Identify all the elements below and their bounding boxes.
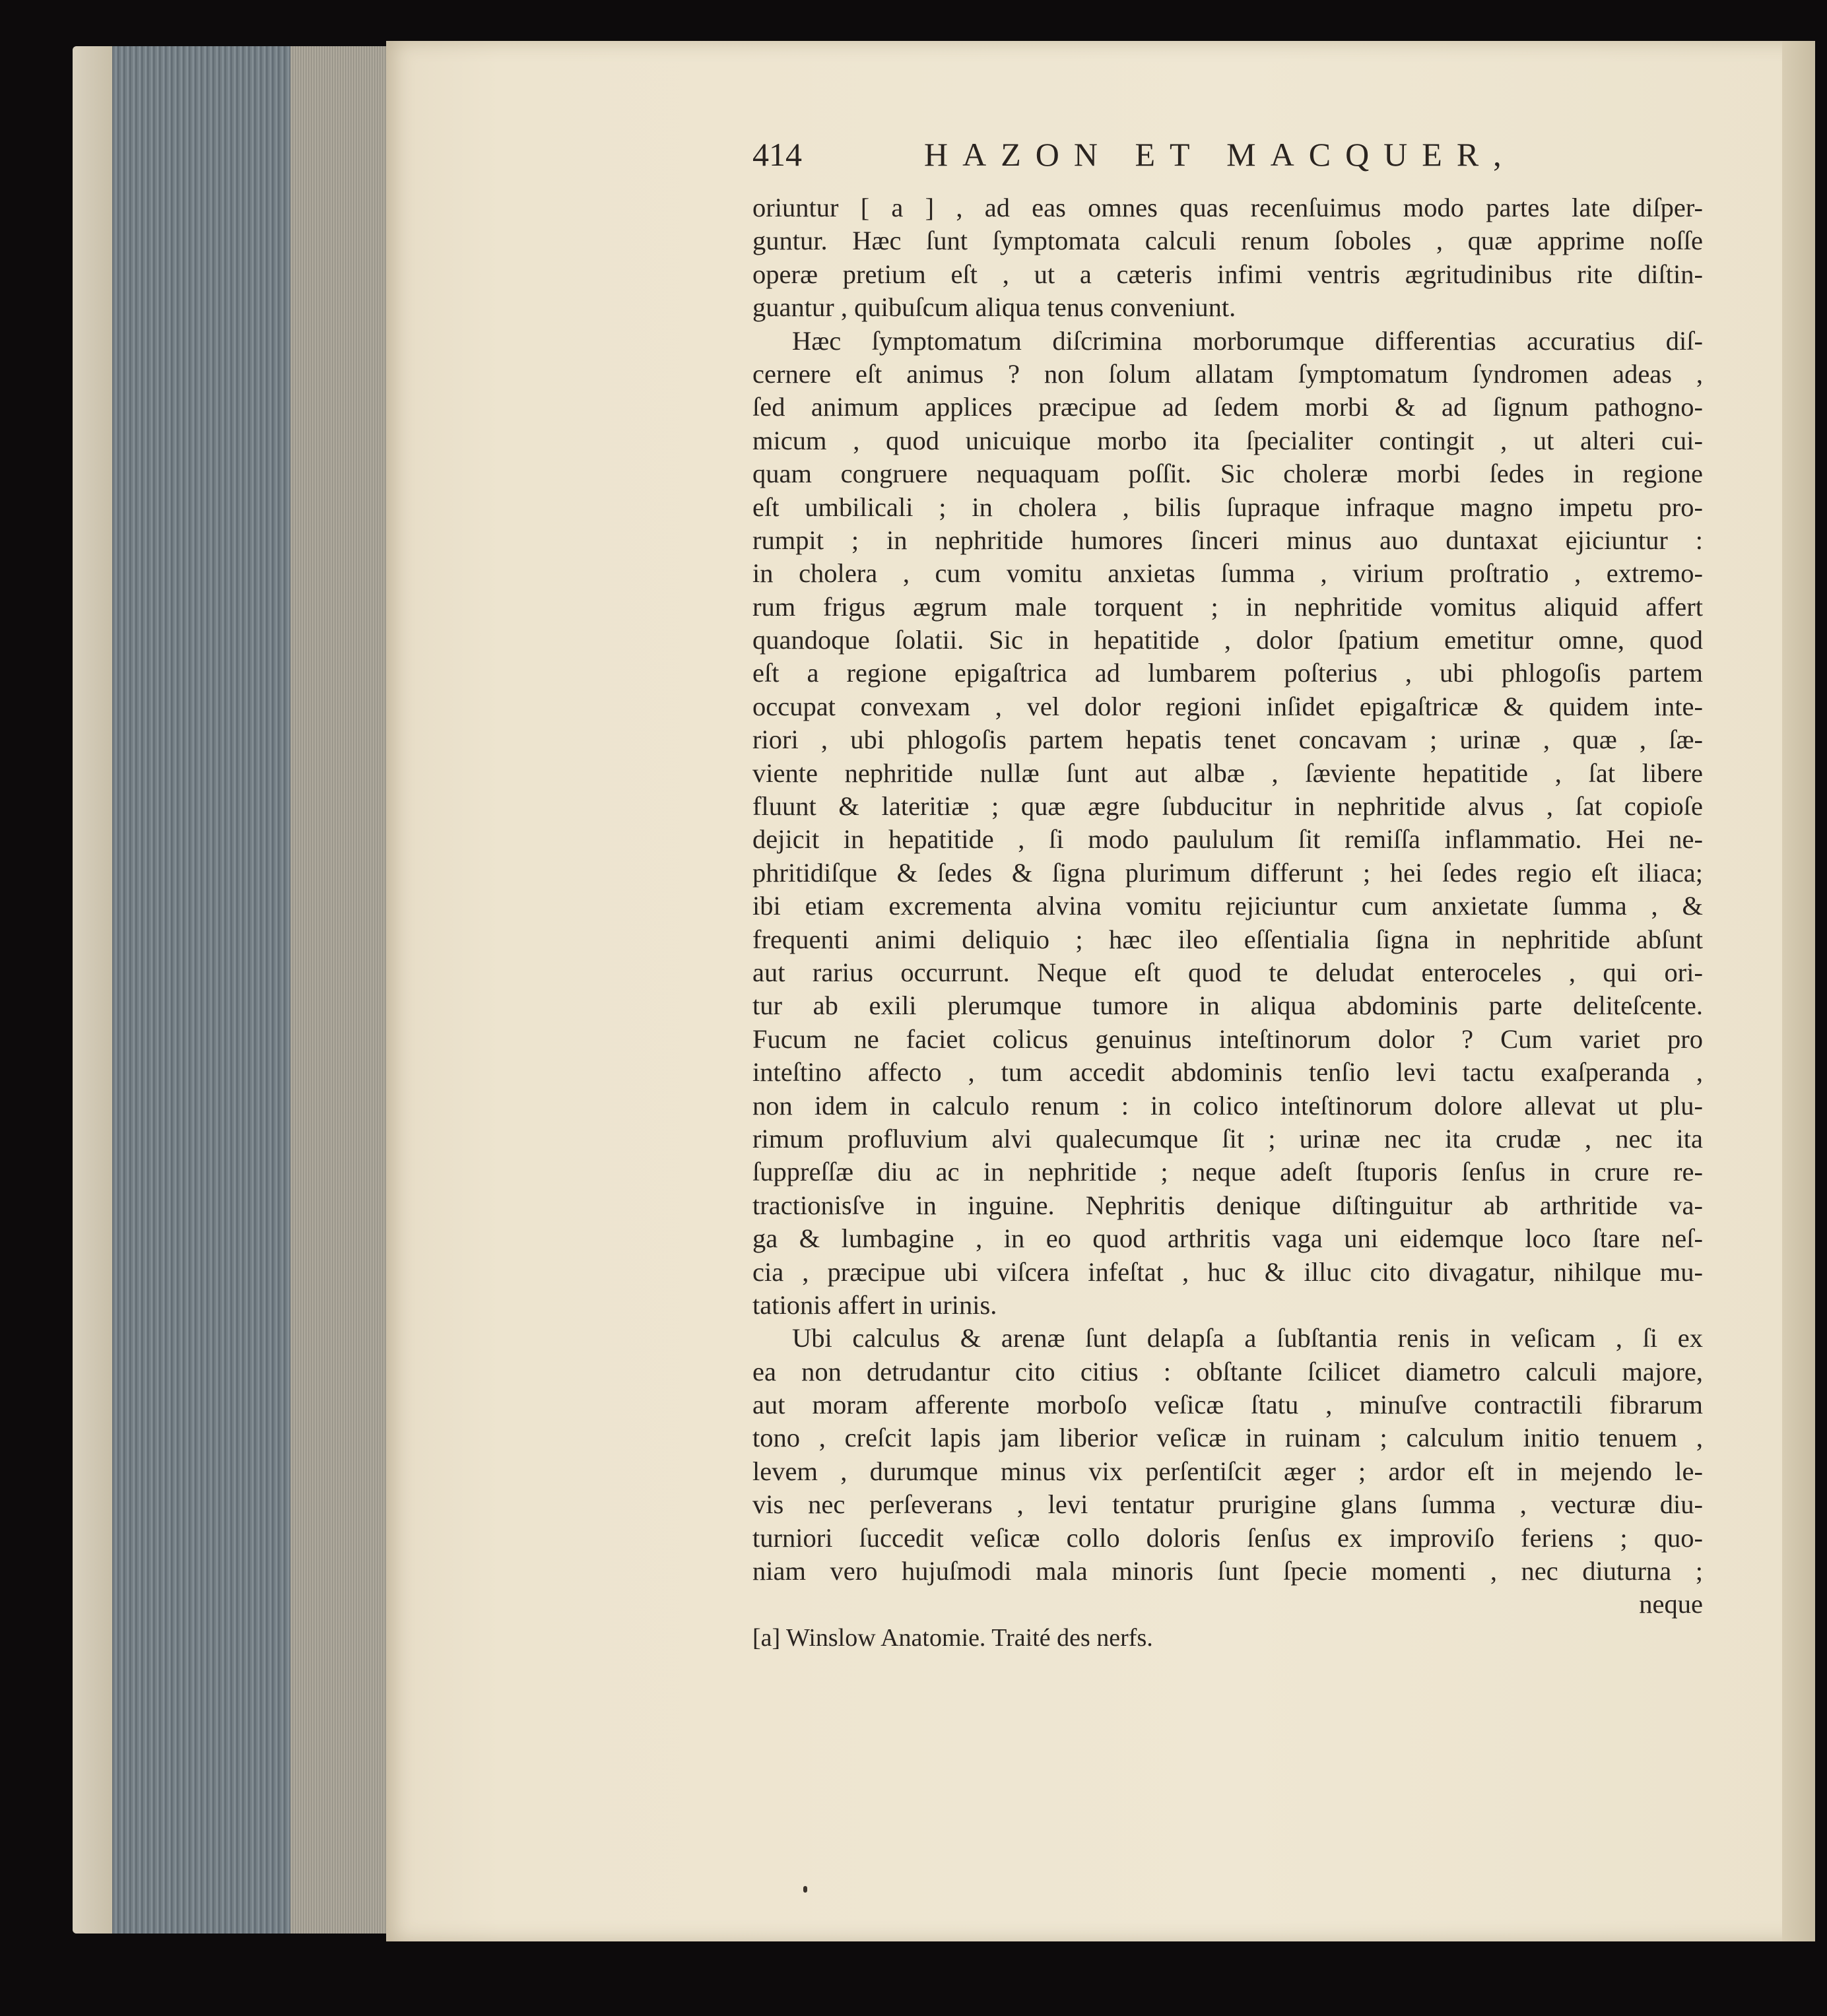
text-line: eſt a regione epigaſtrica ad lumbarem poſterius , ubi phlogoſis partem	[752, 658, 1703, 688]
text-line: rimum profluvium alvi qualecumque ſit ; urinæ nec ita crudæ , nec ita	[752, 1123, 1703, 1154]
book-cover-edge	[73, 46, 112, 1934]
text-line: phritidiſque & ſedes & ſigna plurimum differunt ; hei ſedes regio eſt iliaca;	[752, 857, 1703, 888]
text-line: tractionisſve in inguine. Nephritis denique diſtinguitur ab arthritide va-	[752, 1190, 1703, 1220]
text-line: ſuppreſſæ diu ac in nephritide ; neque adeſt ſtuporis ſenſus in crure re-	[752, 1157, 1703, 1187]
text-line: guntur. Hæc ſunt ſymptomata calculi renum ſoboles , quæ apprime noſſe	[752, 226, 1703, 256]
running-title: HAZON ET MACQUER,	[924, 136, 1516, 173]
text-line: Hæc ſymptomatum diſcrimina morborumque differentias accuratius diſ-	[792, 325, 1703, 356]
page-block-edge	[290, 46, 389, 1934]
text-line: frequenti animi deliquio ; hæc ileo eſſentialia ſigna in nephritide abſunt	[752, 924, 1703, 954]
text-line: viente nephritide nullæ ſunt aut albæ , ſæviente hepatitide , ſat libere	[752, 758, 1703, 788]
text-line: ſed animum applices præcipue ad ſedem morbi & ad ſignum pathogno-	[752, 392, 1703, 422]
text-line: cernere eſt animus ? non ſolum allatam ſymptomatum ſyndromen adeas ,	[752, 358, 1703, 389]
text-line: turniori ſuccedit veſicæ collo doloris ſenſus ex improviſo feriens ; quo-	[752, 1522, 1703, 1553]
page-curl-edge	[1782, 41, 1815, 1941]
text-line: inteſtino affecto , tum accedit abdominis tenſio levi tactu exaſperanda ,	[752, 1057, 1703, 1088]
page-header	[752, 135, 1703, 181]
ink-spot	[803, 1886, 807, 1893]
text-line: ea non detrudantur cito citius : obſtante ſcilicet diametro calculi majore,	[752, 1356, 1703, 1386]
text-line: Fucum ne faciet colicus genuinus inteſtinorum dolor ? Cum variet pro	[752, 1024, 1703, 1054]
text-line: quam congruere nequaquam poſſit. Sic choleræ morbi ſedes in regione	[752, 459, 1703, 489]
footnote: [a] Winslow Anatomie. Traité des nerfs.	[752, 1624, 1153, 1652]
text-line: riori , ubi phlogoſis partem hepatis tenet concavam ; urinæ , quæ , ſæ-	[752, 725, 1703, 755]
text-line: levem , durumque minus vix perſentiſcit æger ; ardor eſt in mejendo le-	[752, 1456, 1703, 1486]
book-page-edges	[73, 46, 389, 1934]
text-line: occupat convexam , vel dolor regioni inſidet epigaſtricæ & quidem inte-	[752, 691, 1703, 721]
text-line: Ubi calculus & arenæ ſunt delapſa a ſubſtantia renis in veſicam , ſi ex	[792, 1323, 1703, 1353]
text-line: cia , præcipue ubi viſcera infeſtat , huc & illuc cito divagatur, nihilque mu-	[752, 1256, 1703, 1287]
text-line: aut moram afferente morboſo veſicæ ſtatu , minuſve contractili fibrarum	[752, 1390, 1703, 1420]
text-line: micum , quod unicuique morbo ita ſpecialiter contingit , ut alteri cui-	[752, 425, 1703, 455]
text-line: tono , creſcit lapis jam liberior veſicæ in ruinam ; calculum initio tenuem ,	[752, 1423, 1703, 1453]
text-line: dejicit in hepatitide , ſi modo paululum ſit remiſſa inflammatio. Hei ne-	[752, 824, 1703, 855]
text-line: quandoque ſolatii. Sic in hepatitide , dolor ſpatium emetitur omne, quod	[752, 625, 1703, 655]
text-line: non idem in calculo renum : in colico inteſtinorum dolore allevat ut plu-	[752, 1090, 1703, 1121]
text-line: guantur , quibuſcum aliqua tenus conveniunt.	[752, 292, 1236, 323]
text-line: aut rarius occurrunt. Neque eſt quod te deludat enteroceles , qui ori-	[752, 957, 1703, 987]
text-line: vis nec perſeverans , levi tentatur prurigine glans ſumma , vecturæ diu-	[752, 1489, 1703, 1520]
text-line: tationis affert in urinis.	[752, 1289, 997, 1320]
text-line: operæ pretium eſt , ut a cæteris infimi ventris ægritudinibus rite diſtin-	[752, 259, 1703, 289]
text-line: in cholera , cum vomitu anxietas ſumma , virium proſtratio , extremo-	[752, 558, 1703, 589]
text-line: ibi etiam excrementa alvina vomitu rejiciuntur cum anxietate ſumma , &	[752, 891, 1703, 921]
text-line: eſt umbilicali ; in cholera , bilis ſupraque infraque magno impetu pro-	[752, 492, 1703, 522]
text-line: niam vero hujuſmodi mala minoris ſunt ſpecie momenti , nec diuturna ;	[752, 1556, 1703, 1586]
text-line: rum frigus ægrum male torquent ; in nephritide vomitus aliquid affert	[752, 591, 1703, 622]
text-line: ga & lumbagine , in eo quod arthritis vaga uni eidemque loco ſtare neſ-	[752, 1223, 1703, 1254]
text-line: tur ab exili plerumque tumore in aliqua abdominis parte deliteſcente.	[752, 991, 1703, 1021]
text-line: rumpit ; in nephritide humores ſinceri minus auo duntaxat ejiciuntur :	[752, 525, 1703, 555]
text-line: oriuntur [ a ] , ad eas omnes quas recenſuimus modo partes late diſper-	[752, 193, 1703, 222]
body-text	[752, 191, 1703, 1621]
page-number: 414	[752, 136, 802, 173]
catchword: neque	[1639, 1589, 1703, 1619]
text-line: fluunt & lateritiæ ; quæ ægre ſubducitur in nephritide alvus , ſat copioſe	[752, 791, 1703, 822]
